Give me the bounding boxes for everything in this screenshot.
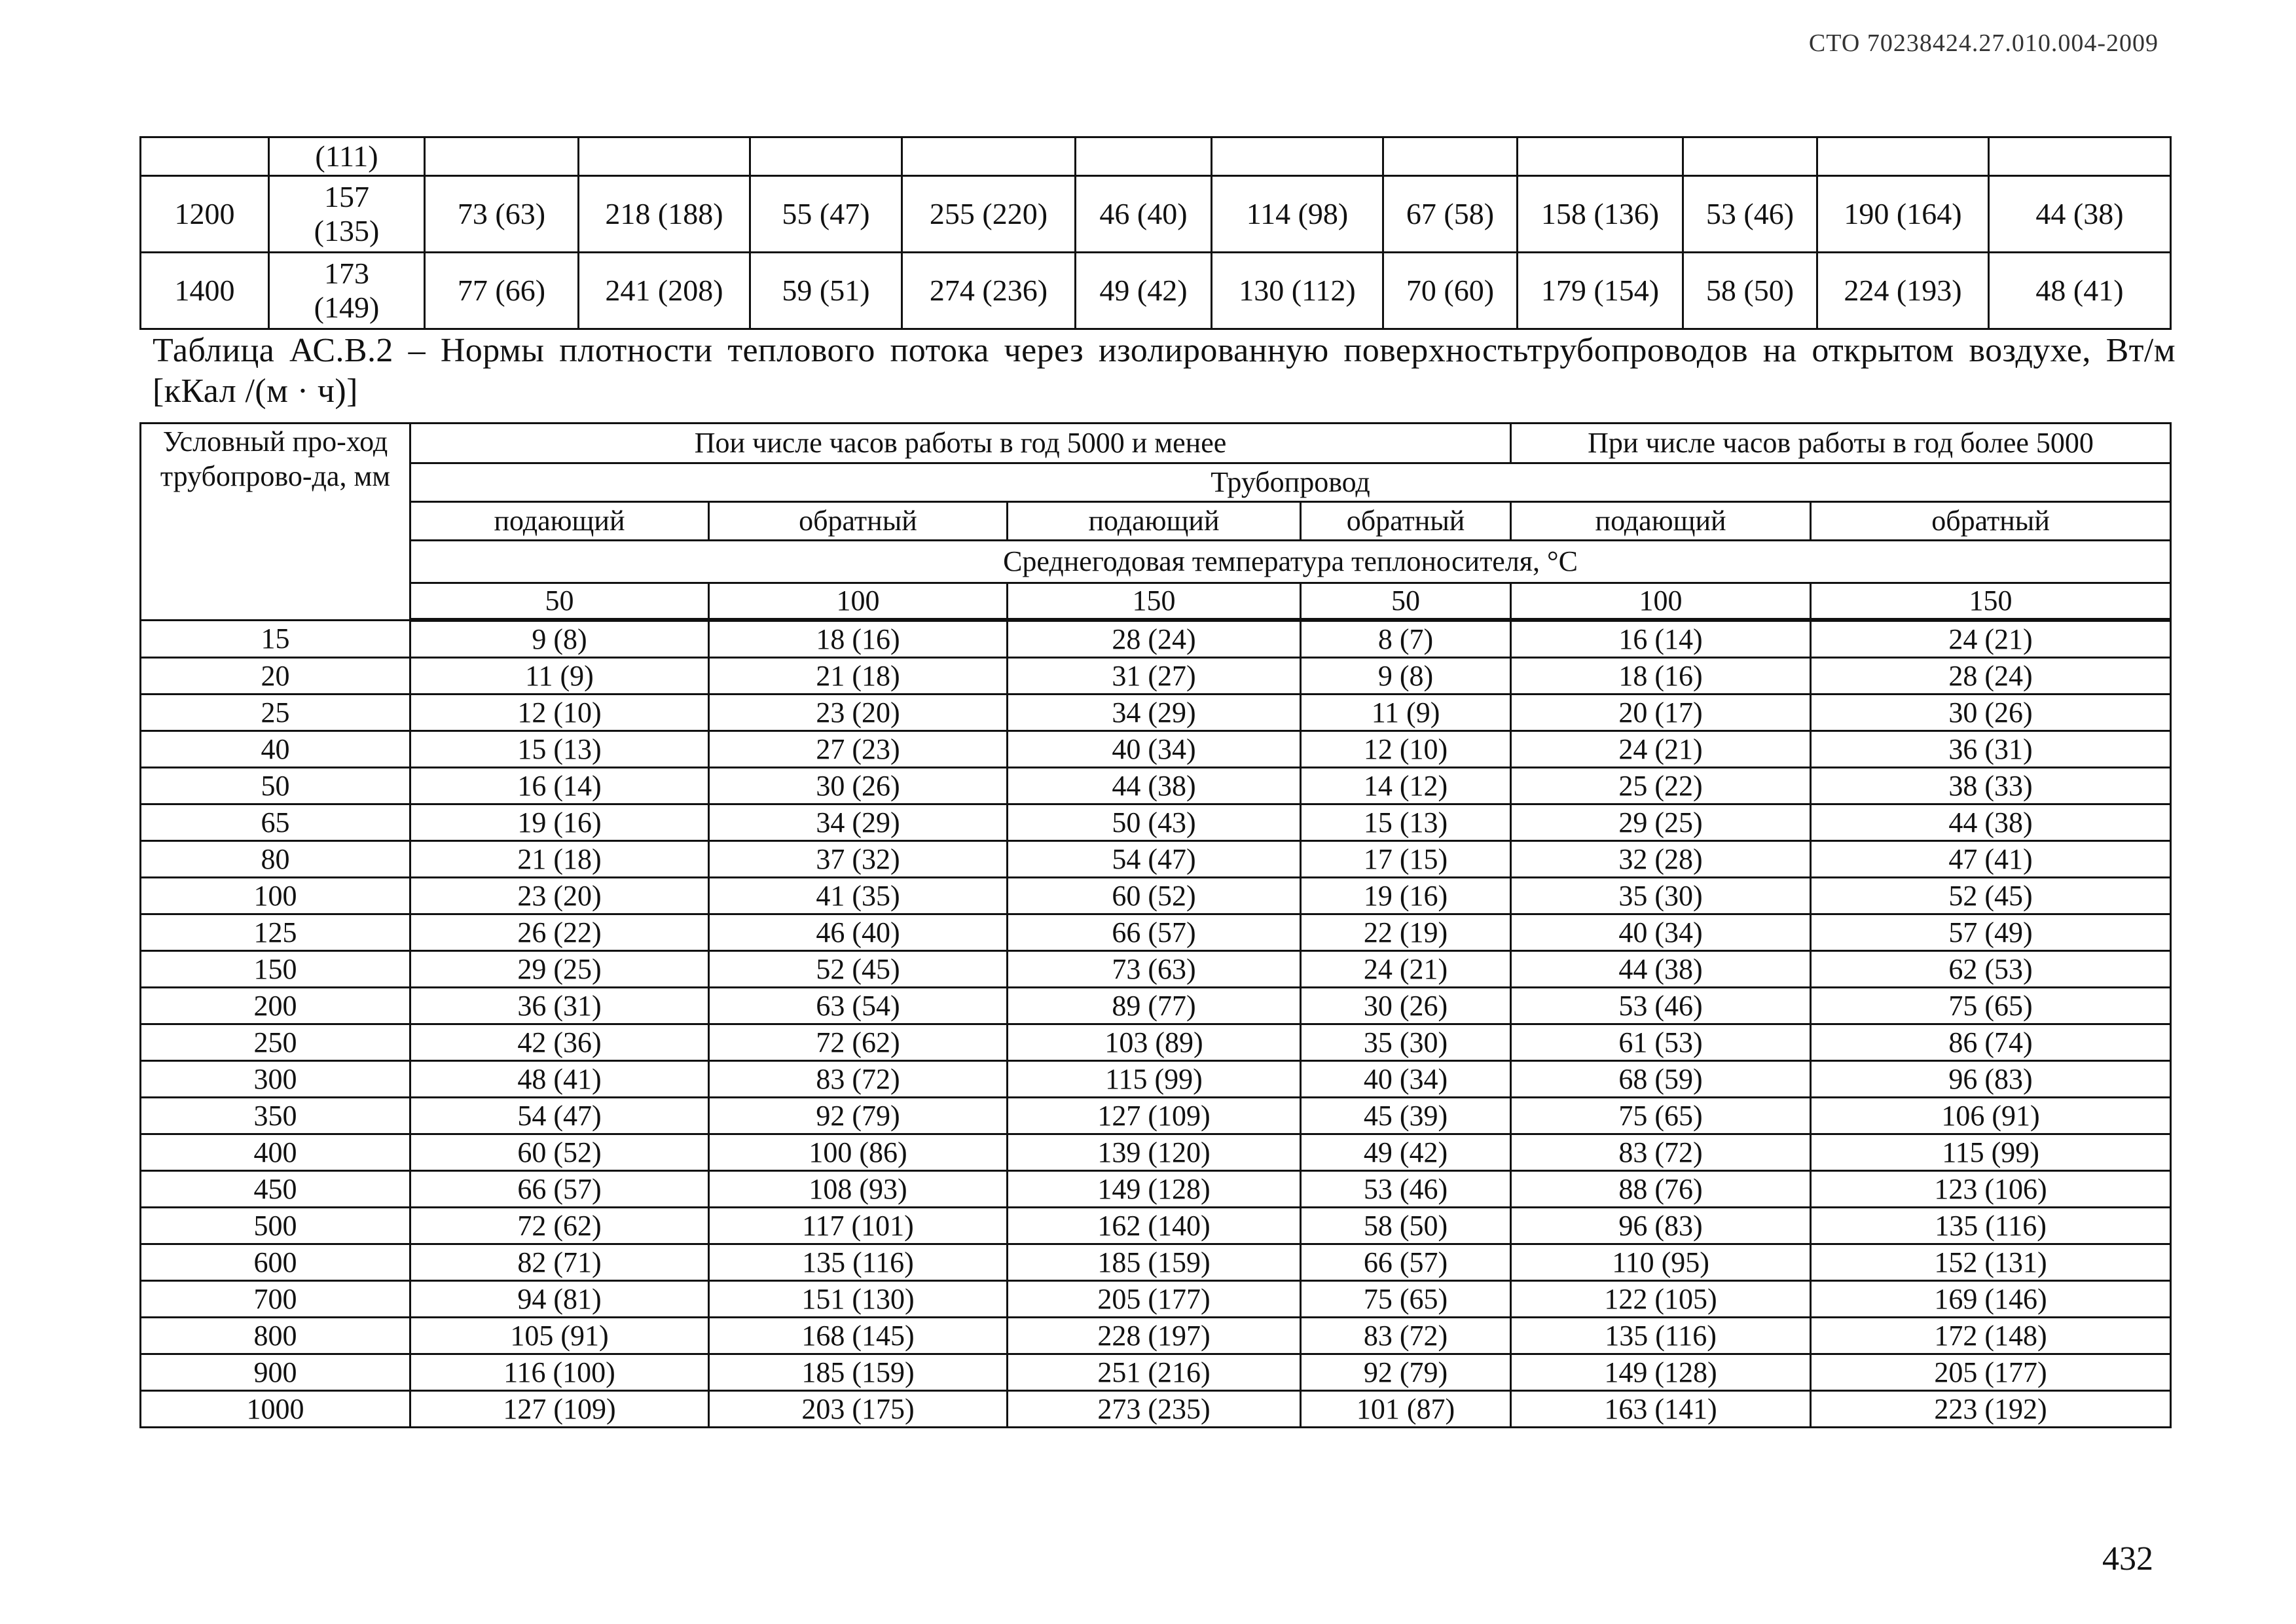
table-cell [902, 137, 1076, 176]
table-cell: 179 (154) [1518, 253, 1683, 329]
diameter-cell: 20 [141, 658, 410, 695]
diameter-cell: 25 [141, 695, 410, 731]
value-cell: 47 (41) [1811, 841, 2171, 878]
value-cell: 122 (105) [1511, 1281, 1811, 1318]
value-cell: 149 (128) [1008, 1171, 1301, 1208]
value-cell: 49 (42) [1301, 1134, 1511, 1171]
value-cell: 205 (177) [1811, 1354, 2171, 1391]
table-cell: 114 (98) [1212, 176, 1383, 253]
value-cell: 41 (35) [709, 878, 1008, 914]
value-cell: 29 (25) [1511, 804, 1811, 841]
table-row [141, 804, 2171, 841]
value-cell: 23 (20) [709, 695, 1008, 731]
pipe-type-header: подающий [410, 502, 709, 541]
value-cell: 251 (216) [1008, 1354, 1301, 1391]
table-row [141, 1171, 2171, 1208]
value-cell: 16 (14) [1511, 620, 1811, 658]
value-cell: 18 (16) [709, 620, 1008, 658]
value-cell: 163 (141) [1511, 1391, 1811, 1428]
table-cell: 59 (51) [750, 253, 902, 329]
value-cell: 9 (8) [1301, 658, 1511, 695]
value-cell: 62 (53) [1811, 951, 2171, 988]
value-cell: 135 (116) [1511, 1318, 1811, 1354]
value-cell: 36 (31) [1811, 731, 2171, 768]
value-cell: 96 (83) [1511, 1208, 1811, 1244]
table-row [141, 988, 2171, 1024]
value-cell: 30 (26) [709, 768, 1008, 804]
value-cell: 28 (24) [1008, 620, 1301, 658]
table-row [141, 1354, 2171, 1391]
table-cell: 53 (46) [1683, 176, 1817, 253]
value-cell: 27 (23) [709, 731, 1008, 768]
value-cell: 40 (34) [1511, 914, 1811, 951]
value-cell: 17 (15) [1301, 841, 1511, 878]
table-cell: 77 (66) [425, 253, 579, 329]
table-row [141, 658, 2171, 695]
hours-gt-5000-header: При числе часов работы в год более 5000 [1511, 424, 2171, 463]
table-row [141, 951, 2171, 988]
value-cell: 96 (83) [1811, 1061, 2171, 1098]
value-cell: 19 (16) [410, 804, 709, 841]
value-cell: 54 (47) [1008, 841, 1301, 878]
value-cell: 66 (57) [1301, 1244, 1511, 1281]
value-cell: 30 (26) [1811, 695, 2171, 731]
value-cell: 12 (10) [1301, 731, 1511, 768]
pipeline-header: Трубопровод [410, 463, 2171, 502]
table-cell [1817, 137, 1989, 176]
value-cell: 149 (128) [1511, 1354, 1811, 1391]
table-cell: 130 (112) [1212, 253, 1383, 329]
table-cell: 48 (41) [1989, 253, 2171, 329]
value-cell: 110 (95) [1511, 1244, 1811, 1281]
value-cell: 34 (29) [709, 804, 1008, 841]
table-row [141, 176, 2171, 253]
temperature-value-header: 50 [410, 583, 709, 621]
table-row [141, 1024, 2171, 1061]
table-cell [1212, 137, 1383, 176]
value-cell: 117 (101) [709, 1208, 1008, 1244]
table-cell [425, 137, 579, 176]
table-row [141, 1208, 2171, 1244]
value-cell: 135 (116) [1811, 1208, 2171, 1244]
value-cell: 14 (12) [1301, 768, 1511, 804]
value-cell: 94 (81) [410, 1281, 709, 1318]
diameter-cell: 100 [141, 878, 410, 914]
value-cell: 22 (19) [1301, 914, 1511, 951]
value-cell: 60 (52) [410, 1134, 709, 1171]
diameter-cell: 500 [141, 1208, 410, 1244]
value-cell: 40 (34) [1008, 731, 1301, 768]
value-cell: 26 (22) [410, 914, 709, 951]
value-cell: 75 (65) [1811, 988, 2171, 1024]
value-cell: 273 (235) [1008, 1391, 1301, 1428]
table-cell: 67 (58) [1383, 176, 1518, 253]
value-cell: 44 (38) [1811, 804, 2171, 841]
table-row [141, 620, 2171, 658]
diameter-cell: 800 [141, 1318, 410, 1354]
value-cell: 185 (159) [1008, 1244, 1301, 1281]
value-cell: 223 (192) [1811, 1391, 2171, 1428]
table-cell [750, 137, 902, 176]
diameter-cell: 450 [141, 1171, 410, 1208]
table-cell: 274 (236) [902, 253, 1076, 329]
value-cell: 35 (30) [1511, 878, 1811, 914]
table-row [141, 1318, 2171, 1354]
table-cell: 218 (188) [579, 176, 750, 253]
value-cell: 12 (10) [410, 695, 709, 731]
value-cell: 68 (59) [1511, 1061, 1811, 1098]
value-cell: 15 (13) [410, 731, 709, 768]
value-cell: 83 (72) [1301, 1318, 1511, 1354]
table-cell [579, 137, 750, 176]
table-cell: 224 (193) [1817, 253, 1989, 329]
value-cell: 88 (76) [1511, 1171, 1811, 1208]
value-cell: 61 (53) [1511, 1024, 1811, 1061]
value-cell: 42 (36) [410, 1024, 709, 1061]
value-cell: 32 (28) [1511, 841, 1811, 878]
value-cell: 123 (106) [1811, 1171, 2171, 1208]
value-cell: 44 (38) [1511, 951, 1811, 988]
diameter-cell: 1000 [141, 1391, 410, 1428]
heat-flux-norms-table [139, 422, 2172, 1428]
value-cell: 228 (197) [1008, 1318, 1301, 1354]
value-cell: 24 (21) [1511, 731, 1811, 768]
table-cell: 158 (136) [1518, 176, 1683, 253]
table-row [141, 1098, 2171, 1134]
value-cell: 73 (63) [1008, 951, 1301, 988]
continued-table [139, 136, 2172, 330]
value-cell: 172 (148) [1811, 1318, 2171, 1354]
value-cell: 20 (17) [1511, 695, 1811, 731]
table-cell: 190 (164) [1817, 176, 1989, 253]
value-cell: 58 (50) [1301, 1208, 1511, 1244]
diameter-cell: 250 [141, 1024, 410, 1061]
value-cell: 30 (26) [1301, 988, 1511, 1024]
value-cell: 135 (116) [709, 1244, 1008, 1281]
value-cell: 92 (79) [709, 1098, 1008, 1134]
table-cell [141, 137, 269, 176]
diameter-cell: 400 [141, 1134, 410, 1171]
value-cell: 83 (72) [709, 1061, 1008, 1098]
table-row [141, 731, 2171, 768]
value-cell: 83 (72) [1511, 1134, 1811, 1171]
value-cell: 100 (86) [709, 1134, 1008, 1171]
table-cell [1683, 137, 1817, 176]
table-row [141, 1281, 2171, 1318]
value-cell: 28 (24) [1811, 658, 2171, 695]
value-cell: 11 (9) [410, 658, 709, 695]
table-cell: 73 (63) [425, 176, 579, 253]
value-cell: 108 (93) [709, 1171, 1008, 1208]
value-cell: 54 (47) [410, 1098, 709, 1134]
table-cell [1076, 137, 1212, 176]
pipe-type-header: обратный [709, 502, 1008, 541]
table-row [141, 1134, 2171, 1171]
table-cell: 173 (149) [269, 253, 425, 329]
value-cell: 72 (62) [410, 1208, 709, 1244]
table-cell: 1200 [141, 176, 269, 253]
table-cell [1518, 137, 1683, 176]
diameter-cell: 125 [141, 914, 410, 951]
value-cell: 151 (130) [709, 1281, 1008, 1318]
temperature-header: Среднегодовая температура теплоносителя, °С [410, 541, 2171, 583]
value-cell: 44 (38) [1008, 768, 1301, 804]
table-row [141, 1061, 2171, 1098]
value-cell: 34 (29) [1008, 695, 1301, 731]
value-cell: 115 (99) [1008, 1061, 1301, 1098]
value-cell: 75 (65) [1511, 1098, 1811, 1134]
diameter-cell: 150 [141, 951, 410, 988]
value-cell: 92 (79) [1301, 1354, 1511, 1391]
table-row [141, 137, 2171, 176]
value-cell: 50 (43) [1008, 804, 1301, 841]
value-cell: 24 (21) [1301, 951, 1511, 988]
value-cell: 15 (13) [1301, 804, 1511, 841]
value-cell: 185 (159) [709, 1354, 1008, 1391]
table-cell: 1400 [141, 253, 269, 329]
table-cell: 255 (220) [902, 176, 1076, 253]
value-cell: 60 (52) [1008, 878, 1301, 914]
table-cell: 49 (42) [1076, 253, 1212, 329]
hours-le-5000-header: Пои числе часов работы в год 5000 и менее [410, 424, 1511, 463]
value-cell: 82 (71) [410, 1244, 709, 1281]
table-cell: 241 (208) [579, 253, 750, 329]
value-cell: 45 (39) [1301, 1098, 1511, 1134]
value-cell: 66 (57) [1008, 914, 1301, 951]
value-cell: 35 (30) [1301, 1024, 1511, 1061]
value-cell: 21 (18) [709, 658, 1008, 695]
table-row [141, 914, 2171, 951]
value-cell: 38 (33) [1811, 768, 2171, 804]
value-cell: 152 (131) [1811, 1244, 2171, 1281]
temperature-value-header: 150 [1811, 583, 2171, 621]
table-cell: 157 (135) [269, 176, 425, 253]
document-code: СТО 70238424.27.010.004-2009 [1808, 29, 2159, 57]
value-cell: 16 (14) [410, 768, 709, 804]
pipe-type-header: подающий [1511, 502, 1811, 541]
value-cell: 63 (54) [709, 988, 1008, 1024]
value-cell: 139 (120) [1008, 1134, 1301, 1171]
table-cell: 55 (47) [750, 176, 902, 253]
value-cell: 53 (46) [1301, 1171, 1511, 1208]
table-cell [1989, 137, 2171, 176]
value-cell: 162 (140) [1008, 1208, 1301, 1244]
value-cell: 89 (77) [1008, 988, 1301, 1024]
table-cell: 58 (50) [1683, 253, 1817, 329]
diameter-cell: 40 [141, 731, 410, 768]
value-cell: 75 (65) [1301, 1281, 1511, 1318]
value-cell: 48 (41) [410, 1061, 709, 1098]
value-cell: 105 (91) [410, 1318, 709, 1354]
value-cell: 19 (16) [1301, 878, 1511, 914]
value-cell: 86 (74) [1811, 1024, 2171, 1061]
value-cell: 72 (62) [709, 1024, 1008, 1061]
diameter-cell: 700 [141, 1281, 410, 1318]
table-cell: 44 (38) [1989, 176, 2171, 253]
value-cell: 101 (87) [1301, 1391, 1511, 1428]
pipe-type-header: обратный [1301, 502, 1511, 541]
table-row [141, 841, 2171, 878]
value-cell: 11 (9) [1301, 695, 1511, 731]
table-cell: 46 (40) [1076, 176, 1212, 253]
value-cell: 40 (34) [1301, 1061, 1511, 1098]
value-cell: 18 (16) [1511, 658, 1811, 695]
value-cell: 205 (177) [1008, 1281, 1301, 1318]
diameter-cell: 350 [141, 1098, 410, 1134]
temperature-value-header: 100 [1511, 583, 1811, 621]
value-cell: 66 (57) [410, 1171, 709, 1208]
temperature-value-header: 150 [1008, 583, 1301, 621]
table-row [141, 253, 2171, 329]
diameter-cell: 600 [141, 1244, 410, 1281]
diameter-cell: 80 [141, 841, 410, 878]
diameter-cell: 65 [141, 804, 410, 841]
value-cell: 23 (20) [410, 878, 709, 914]
value-cell: 103 (89) [1008, 1024, 1301, 1061]
table-cell: (111) [269, 137, 425, 176]
value-cell: 52 (45) [1811, 878, 2171, 914]
value-cell: 127 (109) [410, 1391, 709, 1428]
table-row [141, 1244, 2171, 1281]
table-row [141, 695, 2171, 731]
value-cell: 31 (27) [1008, 658, 1301, 695]
table-cell: 70 (60) [1383, 253, 1518, 329]
value-cell: 9 (8) [410, 620, 709, 658]
diameter-cell: 200 [141, 988, 410, 1024]
value-cell: 116 (100) [410, 1354, 709, 1391]
table-caption: Таблица АС.В.2 – Нормы плотности теплового потока через изолированную поверхностьтрубопроводов на открытом воздухе, Вт/м [кКал /(м · ч)] [153, 332, 2176, 410]
page-number: 432 [2102, 1540, 2153, 1578]
value-cell: 36 (31) [410, 988, 709, 1024]
value-cell: 52 (45) [709, 951, 1008, 988]
diameter-cell: 300 [141, 1061, 410, 1098]
value-cell: 37 (32) [709, 841, 1008, 878]
temperature-value-header: 100 [709, 583, 1008, 621]
diameter-cell: 50 [141, 768, 410, 804]
value-cell: 127 (109) [1008, 1098, 1301, 1134]
value-cell: 169 (146) [1811, 1281, 2171, 1318]
table-cell [1383, 137, 1518, 176]
value-cell: 168 (145) [709, 1318, 1008, 1354]
value-cell: 46 (40) [709, 914, 1008, 951]
value-cell: 203 (175) [709, 1391, 1008, 1428]
table-row [141, 768, 2171, 804]
value-cell: 106 (91) [1811, 1098, 2171, 1134]
diameter-cell: 900 [141, 1354, 410, 1391]
diameter-header: Условный про-ход трубопрово-да, мм [141, 424, 410, 621]
value-cell: 25 (22) [1511, 768, 1811, 804]
value-cell: 53 (46) [1511, 988, 1811, 1024]
value-cell: 21 (18) [410, 841, 709, 878]
temperature-value-header: 50 [1301, 583, 1511, 621]
value-cell: 115 (99) [1811, 1134, 2171, 1171]
value-cell: 8 (7) [1301, 620, 1511, 658]
value-cell: 29 (25) [410, 951, 709, 988]
value-cell: 57 (49) [1811, 914, 2171, 951]
pipe-type-header: обратный [1811, 502, 2171, 541]
diameter-cell: 15 [141, 620, 410, 658]
table-row [141, 1391, 2171, 1428]
value-cell: 24 (21) [1811, 620, 2171, 658]
table-row [141, 878, 2171, 914]
pipe-type-header: подающий [1008, 502, 1301, 541]
